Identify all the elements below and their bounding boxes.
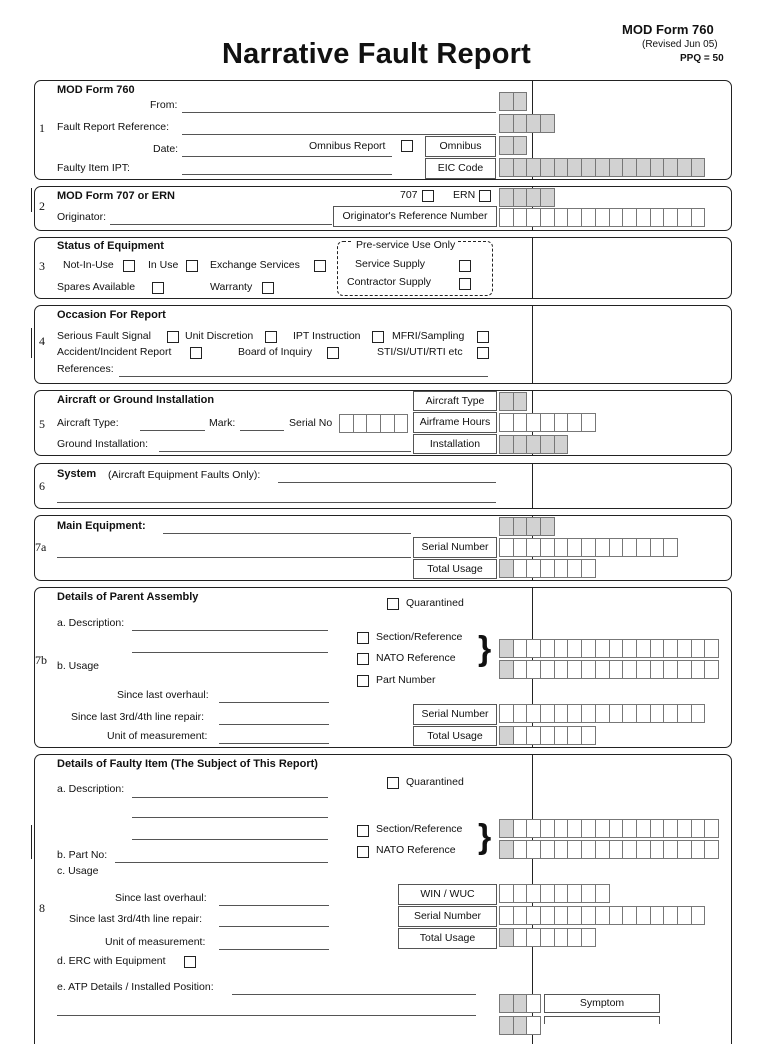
- warranty-label: Warranty: [210, 281, 253, 293]
- ground-installation-field[interactable]: [159, 451, 411, 452]
- since-repair-field[interactable]: [219, 926, 329, 927]
- usage-label: b. Usage: [57, 660, 100, 672]
- spares-available-label: Spares Available: [57, 281, 136, 293]
- brace-icon: }: [478, 630, 492, 668]
- section-heading: Occasion For Report: [57, 309, 166, 321]
- eic-cells[interactable]: [499, 158, 704, 177]
- description-field-2[interactable]: [132, 652, 328, 653]
- section-heading: Details of Parent Assembly: [57, 591, 199, 603]
- in-use-label: In Use: [148, 259, 179, 271]
- atp-label: e. ATP Details / Installed Position:: [57, 981, 214, 993]
- total-usage-label: Total Usage: [398, 928, 497, 949]
- section-number: 5: [39, 417, 45, 431]
- contractor-supply-checkbox[interactable]: [459, 278, 471, 290]
- symptom-label: Symptom: [544, 994, 660, 1013]
- ipt-instruction-checkbox[interactable]: [372, 331, 384, 343]
- erc-checkbox[interactable]: [184, 956, 196, 968]
- aircraft-type-field[interactable]: [140, 430, 205, 431]
- section-heading: Details of Faulty Item (The Subject of This Report): [57, 758, 318, 770]
- ern-label: ERN: [453, 189, 476, 201]
- unit-discretion-label: Unit Discretion: [185, 330, 254, 342]
- revision-date: (Revised Jun 05): [642, 39, 718, 50]
- part-no-field[interactable]: [115, 862, 328, 863]
- since-repair-label: Since last 3rd/4th line repair:: [71, 711, 205, 723]
- nato-reference-checkbox[interactable]: [357, 653, 369, 665]
- warranty-checkbox[interactable]: [262, 282, 274, 294]
- serial-no-cells[interactable]: [339, 414, 407, 433]
- mfri-sampling-label: MFRI/Sampling: [392, 330, 465, 342]
- fault-report-reference-field[interactable]: [182, 134, 496, 135]
- parent-usage-cells[interactable]: [499, 726, 595, 745]
- section-6: [34, 463, 732, 509]
- unit-discretion-checkbox[interactable]: [265, 331, 277, 343]
- since-overhaul-field[interactable]: [219, 702, 329, 703]
- section-number: 6: [39, 479, 45, 493]
- airframe-hours-cells[interactable]: [499, 413, 595, 432]
- section-divider: [532, 306, 533, 383]
- ground-installation-label: Ground Installation:: [57, 438, 149, 450]
- date-label: Date:: [153, 143, 179, 155]
- section-heading: Main Equipment:: [57, 520, 146, 532]
- sti-checkbox[interactable]: [477, 347, 489, 359]
- ppq-label: PPQ = 50: [680, 53, 724, 64]
- usage-label: c. Usage: [57, 865, 99, 877]
- section-heading: MOD Form 707 or ERN: [57, 190, 175, 202]
- win-wuc-label: WIN / WUC: [398, 884, 497, 905]
- serious-fault-signal-checkbox[interactable]: [167, 331, 179, 343]
- in-use-checkbox[interactable]: [186, 260, 198, 272]
- section-heading: MOD Form 760: [57, 84, 135, 96]
- faulty-reference-cells[interactable]: [499, 819, 718, 838]
- symptom-cells-2[interactable]: [499, 1016, 540, 1035]
- description-field-3[interactable]: [132, 839, 328, 840]
- form-707-cells[interactable]: [499, 188, 554, 207]
- references-field[interactable]: [119, 376, 488, 377]
- section-heading: Status of Equipment: [57, 240, 164, 252]
- section-5: [34, 390, 732, 456]
- system-subtitle: (Aircraft Equipment Faults Only):: [108, 469, 261, 481]
- description-field[interactable]: [132, 630, 328, 631]
- main-equipment-usage-cells[interactable]: [499, 559, 595, 578]
- ipt-instruction-label: IPT Instruction: [293, 330, 361, 342]
- originators-reference-number-label: Originator's Reference Number: [333, 206, 497, 227]
- omnibus-label: Omnibus: [425, 136, 496, 157]
- section-number: 7b: [35, 653, 47, 667]
- margin-bar: [31, 188, 32, 212]
- not-in-use-checkbox[interactable]: [123, 260, 135, 272]
- omnibus-report-label: Omnibus Report: [309, 140, 386, 152]
- fault-report-reference-label: Fault Report Reference:: [57, 121, 170, 133]
- originator-field[interactable]: [110, 224, 332, 225]
- installation-cells[interactable]: [499, 435, 567, 454]
- omnibus-cells[interactable]: [499, 136, 526, 155]
- section-heading: Aircraft or Ground Installation: [57, 394, 215, 406]
- total-usage-label: Total Usage: [413, 559, 497, 579]
- unit-measurement-label: Unit of measurement:: [105, 936, 206, 948]
- since-overhaul-field[interactable]: [219, 905, 329, 906]
- main-equipment-field-2[interactable]: [57, 557, 411, 558]
- aircraft-type-box-label: Aircraft Type: [413, 391, 497, 411]
- section-number: 4: [39, 334, 45, 348]
- since-overhaul-label: Since last overhaul:: [115, 892, 207, 904]
- margin-bar: [31, 825, 32, 859]
- from-cells[interactable]: [499, 92, 526, 111]
- description-field-2[interactable]: [132, 817, 328, 818]
- quarantined-checkbox[interactable]: [387, 598, 399, 610]
- serious-fault-signal-label: Serious Fault Signal: [57, 330, 151, 342]
- nato-reference-checkbox[interactable]: [357, 846, 369, 858]
- section-number: 3: [39, 259, 45, 273]
- part-no-label: b. Part No:: [57, 849, 108, 861]
- part-number-checkbox[interactable]: [357, 675, 369, 687]
- part-number-label: Part Number: [376, 674, 436, 686]
- description-field[interactable]: [132, 797, 328, 798]
- section-reference-checkbox[interactable]: [357, 825, 369, 837]
- section-reference-label: Section/Reference: [376, 823, 463, 835]
- description-label: a. Description:: [57, 617, 125, 629]
- mark-field[interactable]: [240, 430, 284, 431]
- aircraft-type-cells[interactable]: [499, 392, 526, 411]
- section-number: 2: [39, 199, 45, 213]
- mfri-sampling-checkbox[interactable]: [477, 331, 489, 343]
- system-field-2[interactable]: [57, 502, 496, 503]
- contractor-supply-label: Contractor Supply: [347, 276, 432, 288]
- win-wuc-cells[interactable]: [499, 884, 609, 903]
- date-field[interactable]: [182, 156, 392, 157]
- description-label: a. Description:: [57, 783, 125, 795]
- nato-reference-label: NATO Reference: [376, 652, 456, 664]
- omnibus-report-checkbox[interactable]: [401, 140, 413, 152]
- faulty-usage-cells[interactable]: [499, 928, 595, 947]
- section-divider: [532, 238, 533, 298]
- form-707-checkbox[interactable]: [422, 190, 434, 202]
- faulty-reference-cells-2[interactable]: [499, 840, 718, 859]
- references-label: References:: [57, 363, 114, 375]
- quarantined-label: Quarantined: [406, 597, 464, 609]
- unit-measurement-field[interactable]: [219, 949, 329, 950]
- originator-label: Originator:: [57, 211, 107, 223]
- ern-checkbox[interactable]: [479, 190, 491, 202]
- parent-serial-cells[interactable]: [499, 704, 704, 723]
- main-equipment-serial-cells[interactable]: [499, 538, 677, 557]
- serial-number-label: Serial Number: [398, 906, 497, 927]
- airframe-hours-label: Airframe Hours: [413, 412, 497, 433]
- main-equipment-field[interactable]: [163, 533, 411, 534]
- section-heading: System: [57, 468, 97, 480]
- parent-reference-cells[interactable]: [499, 639, 718, 658]
- atp-field-2[interactable]: [57, 1015, 476, 1016]
- mark-label: Mark:: [209, 417, 236, 429]
- service-supply-checkbox[interactable]: [459, 260, 471, 272]
- service-supply-label: Service Supply: [355, 258, 426, 270]
- fault-ref-cells[interactable]: [499, 114, 554, 133]
- unit-measurement-label: Unit of measurement:: [107, 730, 208, 742]
- section-4: [34, 305, 732, 384]
- from-label: From:: [150, 99, 178, 111]
- from-field[interactable]: [182, 112, 496, 113]
- faulty-item-ipt-field[interactable]: [182, 174, 392, 175]
- quarantined-label: Quarantined: [406, 776, 464, 788]
- not-in-use-label: Not-In-Use: [63, 259, 114, 271]
- erc-label: d. ERC with Equipment: [57, 955, 166, 967]
- form-707-label: 707: [400, 189, 418, 201]
- since-repair-label: Since last 3rd/4th line repair:: [69, 913, 203, 925]
- section-number: 7a: [35, 540, 47, 554]
- spares-available-checkbox[interactable]: [152, 282, 164, 294]
- eic-code-label: EIC Code: [425, 158, 496, 179]
- atp-field[interactable]: [232, 994, 476, 995]
- exchange-services-label: Exchange Services: [210, 259, 300, 271]
- total-usage-label: Total Usage: [413, 726, 497, 746]
- section-number: 8: [39, 901, 45, 915]
- form-number: MOD Form 760: [622, 22, 714, 37]
- parent-reference-cells-2[interactable]: [499, 660, 718, 679]
- originator-reference-cells[interactable]: [499, 208, 704, 227]
- since-overhaul-label: Since last overhaul:: [117, 689, 209, 701]
- nato-reference-label: NATO Reference: [376, 844, 456, 856]
- board-of-inquiry-label: Board of Inquiry: [238, 346, 313, 358]
- serial-number-label: Serial Number: [413, 537, 497, 558]
- page-title: Narrative Fault Report: [222, 38, 531, 70]
- sti-label: STI/SI/UTI/RTI etc: [377, 346, 463, 358]
- board-of-inquiry-checkbox[interactable]: [327, 347, 339, 359]
- faulty-item-ipt-label: Faulty Item IPT:: [57, 162, 130, 174]
- section-reference-checkbox[interactable]: [357, 632, 369, 644]
- quarantined-checkbox[interactable]: [387, 777, 399, 789]
- symptom-box-2: [544, 1016, 660, 1024]
- exchange-services-checkbox[interactable]: [314, 260, 326, 272]
- section-number: 1: [39, 121, 45, 135]
- main-equipment-cells[interactable]: [499, 517, 554, 536]
- aircraft-type-label: Aircraft Type:: [57, 417, 119, 429]
- margin-bar: [31, 328, 32, 358]
- unit-measurement-field[interactable]: [219, 743, 329, 744]
- installation-label: Installation: [413, 434, 497, 454]
- faulty-serial-cells[interactable]: [499, 906, 704, 925]
- serial-no-label: Serial No: [289, 417, 333, 429]
- section-3: [34, 237, 732, 299]
- brace-icon: }: [478, 818, 492, 856]
- system-field[interactable]: [278, 482, 496, 483]
- section-divider: [532, 464, 533, 508]
- accident-incident-report-label: Accident/Incident Report: [57, 346, 172, 358]
- section-reference-label: Section/Reference: [376, 631, 463, 643]
- symptom-cells[interactable]: [499, 994, 540, 1013]
- pre-service-label: Pre-service Use Only: [353, 239, 458, 251]
- accident-incident-report-checkbox[interactable]: [190, 347, 202, 359]
- serial-number-label: Serial Number: [413, 704, 497, 725]
- since-repair-field[interactable]: [219, 724, 329, 725]
